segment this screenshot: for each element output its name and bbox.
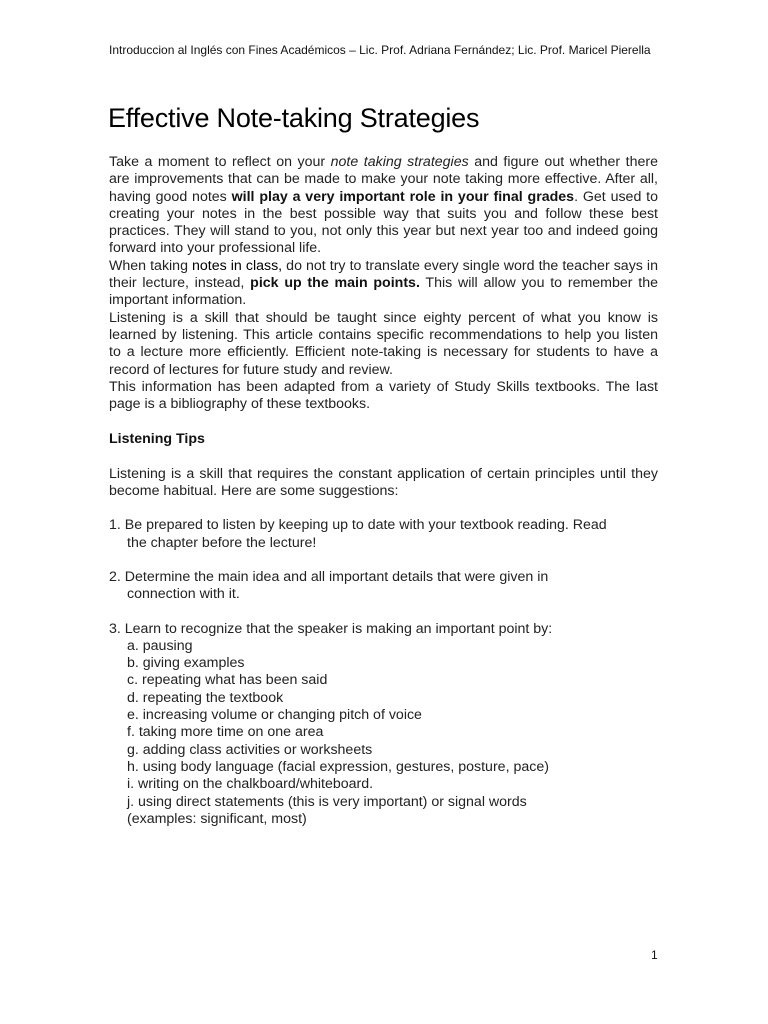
text-run: . Get used to creating your notes in the best possible way that suits you and follow these best practices. They will stand to you, not only this year but next year too and indeed going forward into your professional life. [109, 188, 659, 257]
sub-list-item: (examples: significant, most) [127, 810, 307, 827]
intro-paragraph-2 [109, 258, 658, 310]
emphasis-text: notes in class, [192, 257, 283, 274]
sub-list-item: h. using body language (facial expression, gestures, posture, pace) [127, 758, 549, 775]
list-item-3 [109, 621, 658, 829]
document-body [109, 154, 658, 828]
section-heading-listening-tips: Listening Tips [109, 431, 205, 448]
intro-paragraph-4: This information has been adapted from a variety of Study Skills textbooks. The last page is a bibliography of these textbooks. [109, 378, 658, 413]
listening-tips-intro: Listening is a skill that requires the constant application of certain principles until they become habitual. Here are some suggestions: [109, 465, 658, 500]
bold-text: will play a very important role in your final grades [231, 188, 575, 205]
document-title: Effective Note-taking Strategies [108, 103, 480, 133]
list-item-2 [109, 569, 658, 604]
intro-paragraph-3: Listening is a skill that should be taught since eighty percent of what you know is learned by listening. This article contains specific recommendations to help you listen to a lecture more efficiently. Efficient note-taking is necessary for students to have a record of lectures for future study and review. [109, 309, 658, 378]
sub-list-item: b. giving examples [127, 655, 245, 672]
text-run: do not try to translate every single word the teacher says in their lecture, instead, [109, 257, 658, 292]
header-text: Introduccion al Inglés con Fines Académicos – Lic. Prof. Adriana Fernández; Lic. Prof. Maricel Pierella [109, 43, 651, 57]
text-run: When taking [109, 257, 193, 274]
sub-list-item: i. writing on the chalkboard/whiteboard. [127, 776, 374, 793]
sub-list-item: d. repeating the textbook [127, 689, 284, 706]
list-item-continuation: the chapter before the lecture! [127, 534, 317, 551]
list-item-first-line: 2. Determine the main idea and all important details that were given in [109, 568, 549, 585]
sub-list-item: e. increasing volume or changing pitch of voice [127, 707, 422, 724]
list-item-1 [109, 517, 658, 552]
page-header [109, 42, 669, 59]
text-run: and figure out whether there are improvements that can be made to make your note taking more effective. After all, having good notes [109, 154, 659, 205]
text-run: Take a moment to reflect on your [109, 154, 331, 170]
sub-list-item: f. taking more time on one area [127, 724, 324, 741]
sub-list-item: g. adding class activities or worksheets [127, 741, 373, 758]
text-run: This will allow you to remember the important information. [109, 275, 658, 309]
sub-list-item: a. pausing [127, 637, 193, 654]
bold-text: pick up the main points. [250, 275, 420, 292]
list-item-first-line: 1. Be prepared to listen by keeping up to date with your textbook reading. Read [109, 517, 607, 534]
page-number: 1 [651, 948, 658, 962]
sub-list-item: j. using direct statements (this is very important) or signal words [127, 793, 527, 810]
sub-list [109, 638, 658, 828]
list-item-continuation: connection with it. [127, 586, 240, 603]
list-item-first-line: 3. Learn to recognize that the speaker is making an important point by: [109, 620, 553, 637]
italic-text: note taking strategies [330, 154, 469, 170]
intro-paragraph-1 [109, 154, 658, 258]
sub-list-item: c. repeating what has been said [127, 672, 328, 689]
